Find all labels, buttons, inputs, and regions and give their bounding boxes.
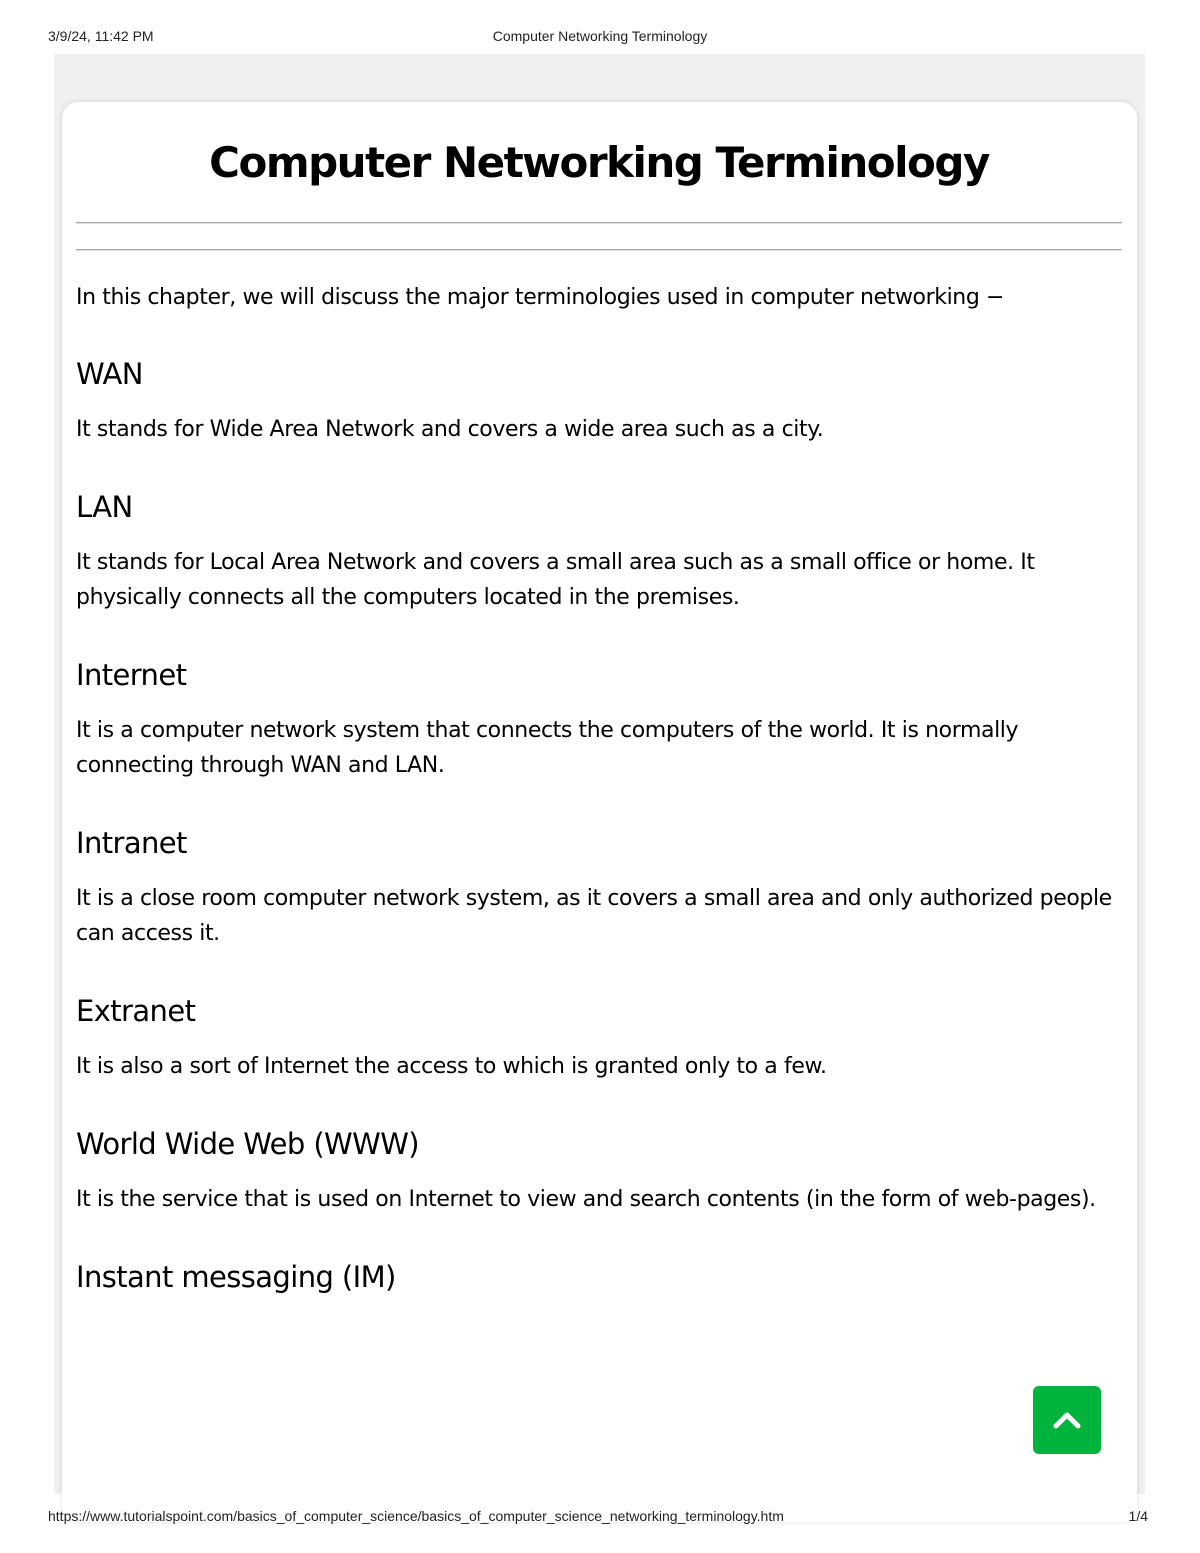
section-intranet [76, 825, 1122, 951]
print-footer [0, 1508, 1200, 1528]
section-body: It stands for Wide Area Network and covers a wide area such as a city. [76, 417, 824, 442]
section-www [76, 1126, 1122, 1217]
section-body: It is the service that is used on Internet to view and search contents (in the form of web-pages). [76, 1187, 1096, 1212]
print-url: https://www.tutorialspoint.com/basics_of_computer_science/basics_of_computer_science_networking_terminology.htm [48, 1508, 784, 1524]
section-lan [76, 489, 1122, 615]
article-card [62, 102, 1137, 1522]
section-heading: World Wide Web (WWW) [76, 1127, 419, 1161]
section-heading: Extranet [76, 994, 196, 1028]
scroll-to-top-button[interactable] [1033, 1386, 1101, 1454]
section-heading: Intranet [76, 826, 187, 860]
section-wan [76, 356, 1122, 447]
section-body: It is also a sort of Internet the access to which is granted only to a few. [76, 1054, 827, 1079]
intro-paragraph: In this chapter, we will discuss the major terminologies used in computer networking − [76, 285, 1005, 310]
divider [76, 249, 1122, 251]
section-body: It stands for Local Area Network and covers a small area such as a small office or home. It physically connects all the computers located in the premises. [76, 550, 1035, 610]
section-body: It is a computer network system that connects the computers of the world. It is normally connecting through WAN and LAN. [76, 718, 1019, 778]
print-page-title: Computer Networking Terminology [492, 28, 708, 44]
chevron-up-icon [1052, 1410, 1082, 1430]
article-title: Computer Networking Terminology [209, 138, 989, 187]
section-instant-messaging [76, 1259, 1122, 1295]
print-date: 3/9/24, 11:42 PM [48, 28, 154, 44]
section-heading: Instant messaging (IM) [76, 1260, 396, 1294]
section-heading: Internet [76, 658, 187, 692]
print-page-number: 1/4 [1128, 1508, 1148, 1524]
section-body: It is a close room computer network system, as it covers a small area and only authorized people can access it. [76, 886, 1112, 946]
divider [76, 222, 1122, 224]
print-header [0, 28, 1200, 48]
section-heading: LAN [76, 490, 133, 524]
section-heading: WAN [76, 357, 143, 391]
section-internet [76, 657, 1122, 783]
article-content [76, 280, 1122, 1295]
section-extranet [76, 993, 1122, 1084]
